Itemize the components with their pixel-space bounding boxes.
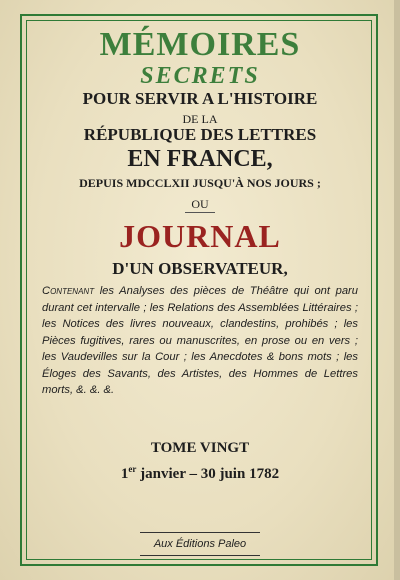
cover-dates-sup: er xyxy=(128,463,137,474)
cover-content xyxy=(40,22,360,484)
cover-description xyxy=(42,283,358,399)
cover-description-body: les Analyses des pièces de Théâtre qui ont paru durant cet intervalle ; les Relations des Assemblées Littéraires ; les Notices des livres nouveaux, clandestins, prohibés ; les Pièces fugitives, rares ou manuscrites, en prose ou en vers ; les Vaudevilles sur la Cour ; les Anecdotes & bons mots ; les Éloges des Savants, des Artistes, des Hommes de Lettres morts, &. &. &. xyxy=(42,285,358,396)
cover-journal: JOURNAL xyxy=(119,218,281,254)
cover-observateur: D'UN OBSERVATEUR, xyxy=(112,259,288,278)
cover-subtitle-dela: DE LA xyxy=(182,112,218,126)
cover-subtitle-line: POUR SERVIR A L'HISTOIRE xyxy=(82,89,318,108)
cover-dates xyxy=(40,459,360,484)
cover-title-secrets: SECRETS xyxy=(140,63,260,89)
cover-dates-day: 1 xyxy=(120,465,129,482)
cover-description-lead: Contenant xyxy=(42,285,95,297)
cover-subtitle-france: EN FRANCE, xyxy=(127,146,273,172)
cover-publisher: Aux Éditions Paleo xyxy=(140,532,260,556)
cover-tome: TOME VINGT xyxy=(150,439,250,456)
cover-subtitle-republique: RÉPUBLIQUE DES LETTRES xyxy=(83,125,317,144)
cover-ou: OU xyxy=(185,198,215,213)
cover-subtitle-depuis: DEPUIS MDCCLXII JUSQU'À NOS JOURS ; xyxy=(79,176,321,190)
cover-dates-rest: janvier – 30 juin 1782 xyxy=(136,465,280,482)
cover-title: MÉMOIRES xyxy=(99,26,301,63)
